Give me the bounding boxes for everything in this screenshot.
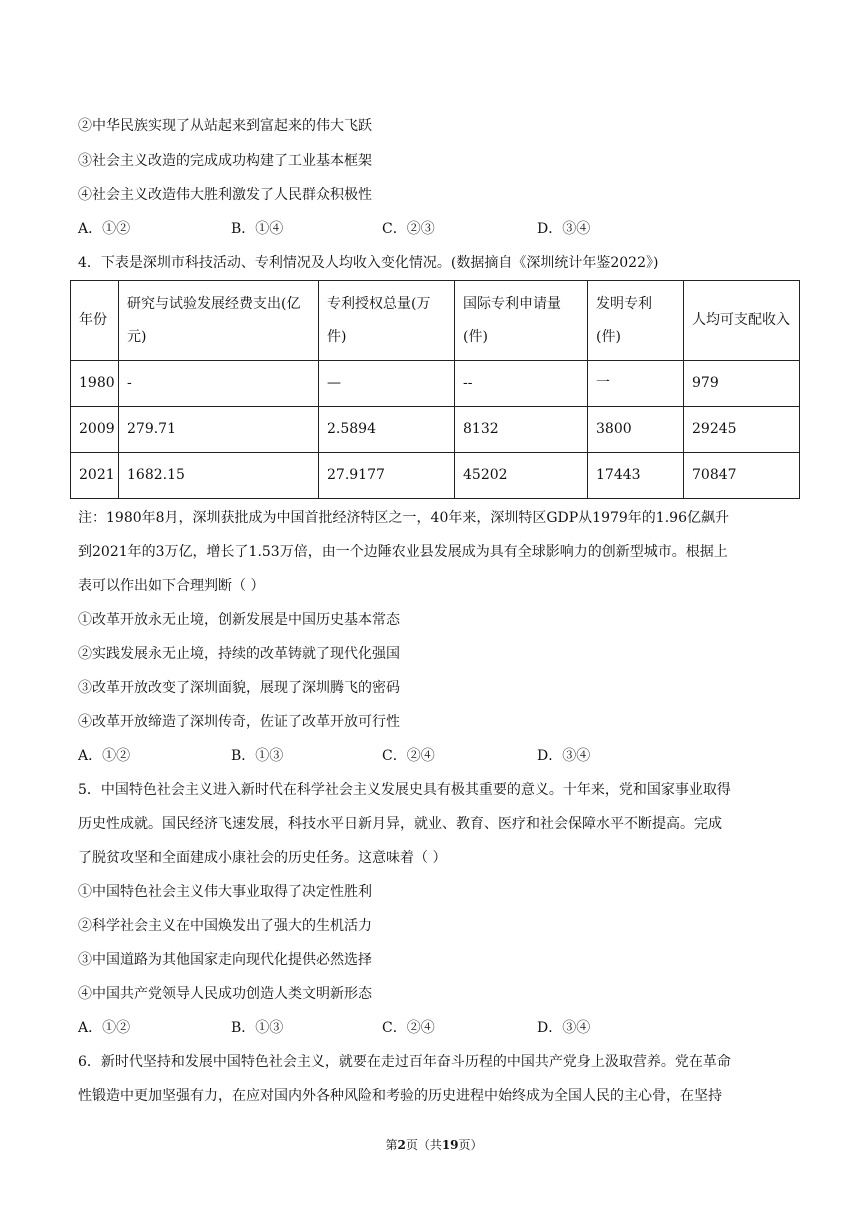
q4-stem: 4．下表是深圳市科技活动、专利情况及人均收入变化情况。(数据摘自《深圳统计年鉴2022》): [78, 255, 659, 271]
q3-option-c[interactable]: C．②③: [382, 221, 435, 237]
table-cell: 2021: [71, 453, 119, 499]
q5-stem-line-3: 了脱贫攻坚和全面建成小康社会的历史任务。这意味着（ ）: [78, 850, 447, 866]
table-cell: 2009: [71, 407, 119, 453]
q5-item-2: ②科学社会主义在中国焕发出了强大的生机活力: [78, 918, 372, 934]
q4-option-d[interactable]: D．③④: [537, 748, 591, 764]
q4-note-line-2: 到2021年的3万亿，增长了1.53万倍，由一个边陲农业县发展成为具有全球影响力的创新型城市。根据上: [78, 544, 728, 560]
table-cell: 17443: [588, 453, 684, 499]
table-header-cell: 国际专利申请量(件): [455, 281, 588, 361]
table-row: [71, 361, 800, 407]
table-cell: 279.71: [119, 407, 319, 453]
q5-options: [78, 1018, 798, 1038]
table-row: [71, 453, 800, 499]
q4-item-4: ④改革开放缔造了深圳传奇，佐证了改革开放可行性: [78, 714, 400, 730]
q5-item-1: ①中国特色社会主义伟大事业取得了决定性胜利: [78, 884, 372, 900]
table-cell: 979: [684, 361, 800, 407]
q5-option-a[interactable]: A．①②: [78, 1020, 131, 1036]
table-header-row: [71, 281, 800, 361]
shenzhen-data-table: [70, 280, 800, 499]
q5-stem-line-2: 历史性成就。国民经济飞速发展，科技水平日新月异，就业、教育、医疗和社会保障水平不断提高。完成: [78, 816, 722, 832]
q4-note-line-1: 注：1980年8月，深圳获批成为中国首批经济特区之一，40年来，深圳特区GDP从1979年的1.96亿飙升: [78, 510, 729, 526]
table-cell: 29245: [684, 407, 800, 453]
q4-item-3: ③改革开放改变了深圳面貌，展现了深圳腾飞的密码: [78, 680, 400, 696]
q5-option-c[interactable]: C．②④: [382, 1020, 435, 1036]
table-cell: 70847: [684, 453, 800, 499]
table-cell: 45202: [455, 453, 588, 499]
table-header-cell: 专利授权总量(万件): [319, 281, 455, 361]
footer-suffix: 页）: [458, 1138, 483, 1152]
q4-options: [78, 746, 798, 766]
q4-option-c[interactable]: C．②④: [382, 748, 435, 764]
q3-options: [78, 219, 798, 239]
table-header-cell: 人均可支配收入: [684, 281, 800, 361]
q6-stem-line-2: 性锻造中更加坚强有力，在应对国内外各种风险和考验的历史进程中始终成为全国人民的主心骨，在坚持: [78, 1088, 722, 1104]
q6-stem-line-1: 6．新时代坚持和发展中国特色社会主义，就要在走过百年奋斗历程的中国共产党身上汲取营养。党在革命: [78, 1054, 731, 1070]
table-cell: 1682.15: [119, 453, 319, 499]
table-row: [71, 407, 800, 453]
table-header-cell: 发明专利(件): [588, 281, 684, 361]
table-header-cell: 研究与试验发展经费支出(亿元): [119, 281, 319, 361]
q5-option-b[interactable]: B．①③: [231, 1020, 284, 1036]
q5-stem-line-1: 5．中国特色社会主义进入新时代在科学社会主义发展史具有极其重要的意义。十年来，党和国家事业取得: [78, 782, 731, 798]
q3-option-d[interactable]: D．③④: [537, 221, 591, 237]
q4-option-b[interactable]: B．①③: [231, 748, 284, 764]
page-footer: [0, 1137, 868, 1153]
q4-item-2: ②实践发展永无止境，持续的改革铸就了现代化强国: [78, 646, 400, 662]
table-cell: 27.9177: [319, 453, 455, 499]
q3-option-a[interactable]: A．①②: [78, 221, 131, 237]
footer-page-number: 2: [397, 1138, 406, 1152]
table-cell: -: [119, 361, 319, 407]
q5-option-d[interactable]: D．③④: [537, 1020, 591, 1036]
q3-item-2: ②中华民族实现了从站起来到富起来的伟大飞跃: [78, 118, 372, 134]
table-cell: 一: [588, 361, 684, 407]
footer-prefix: 第: [385, 1138, 398, 1152]
table-cell: 2.5894: [319, 407, 455, 453]
q4-option-a[interactable]: A．①②: [78, 748, 131, 764]
table-cell: —: [319, 361, 455, 407]
footer-middle: 页（共: [405, 1138, 442, 1152]
q3-option-b[interactable]: B．①④: [231, 221, 284, 237]
table-header-cell: 年份: [71, 281, 119, 361]
q5-item-3: ③中国道路为其他国家走向现代化提供必然选择: [78, 952, 372, 968]
q4-item-1: ①改革开放永无止境，创新发展是中国历史基本常态: [78, 612, 400, 628]
table-cell: --: [455, 361, 588, 407]
table-cell: 8132: [455, 407, 588, 453]
q5-item-4: ④中国共产党领导人民成功创造人类文明新形态: [78, 986, 372, 1002]
q3-item-3: ③社会主义改造的完成成功构建了工业基本框架: [78, 153, 372, 169]
q4-note-line-3: 表可以作出如下合理判断（ ）: [78, 578, 265, 594]
footer-total-pages: 19: [441, 1138, 459, 1152]
q3-item-4: ④社会主义改造伟大胜利激发了人民群众积极性: [78, 187, 372, 203]
table-cell: 1980: [71, 361, 119, 407]
table-cell: 3800: [588, 407, 684, 453]
